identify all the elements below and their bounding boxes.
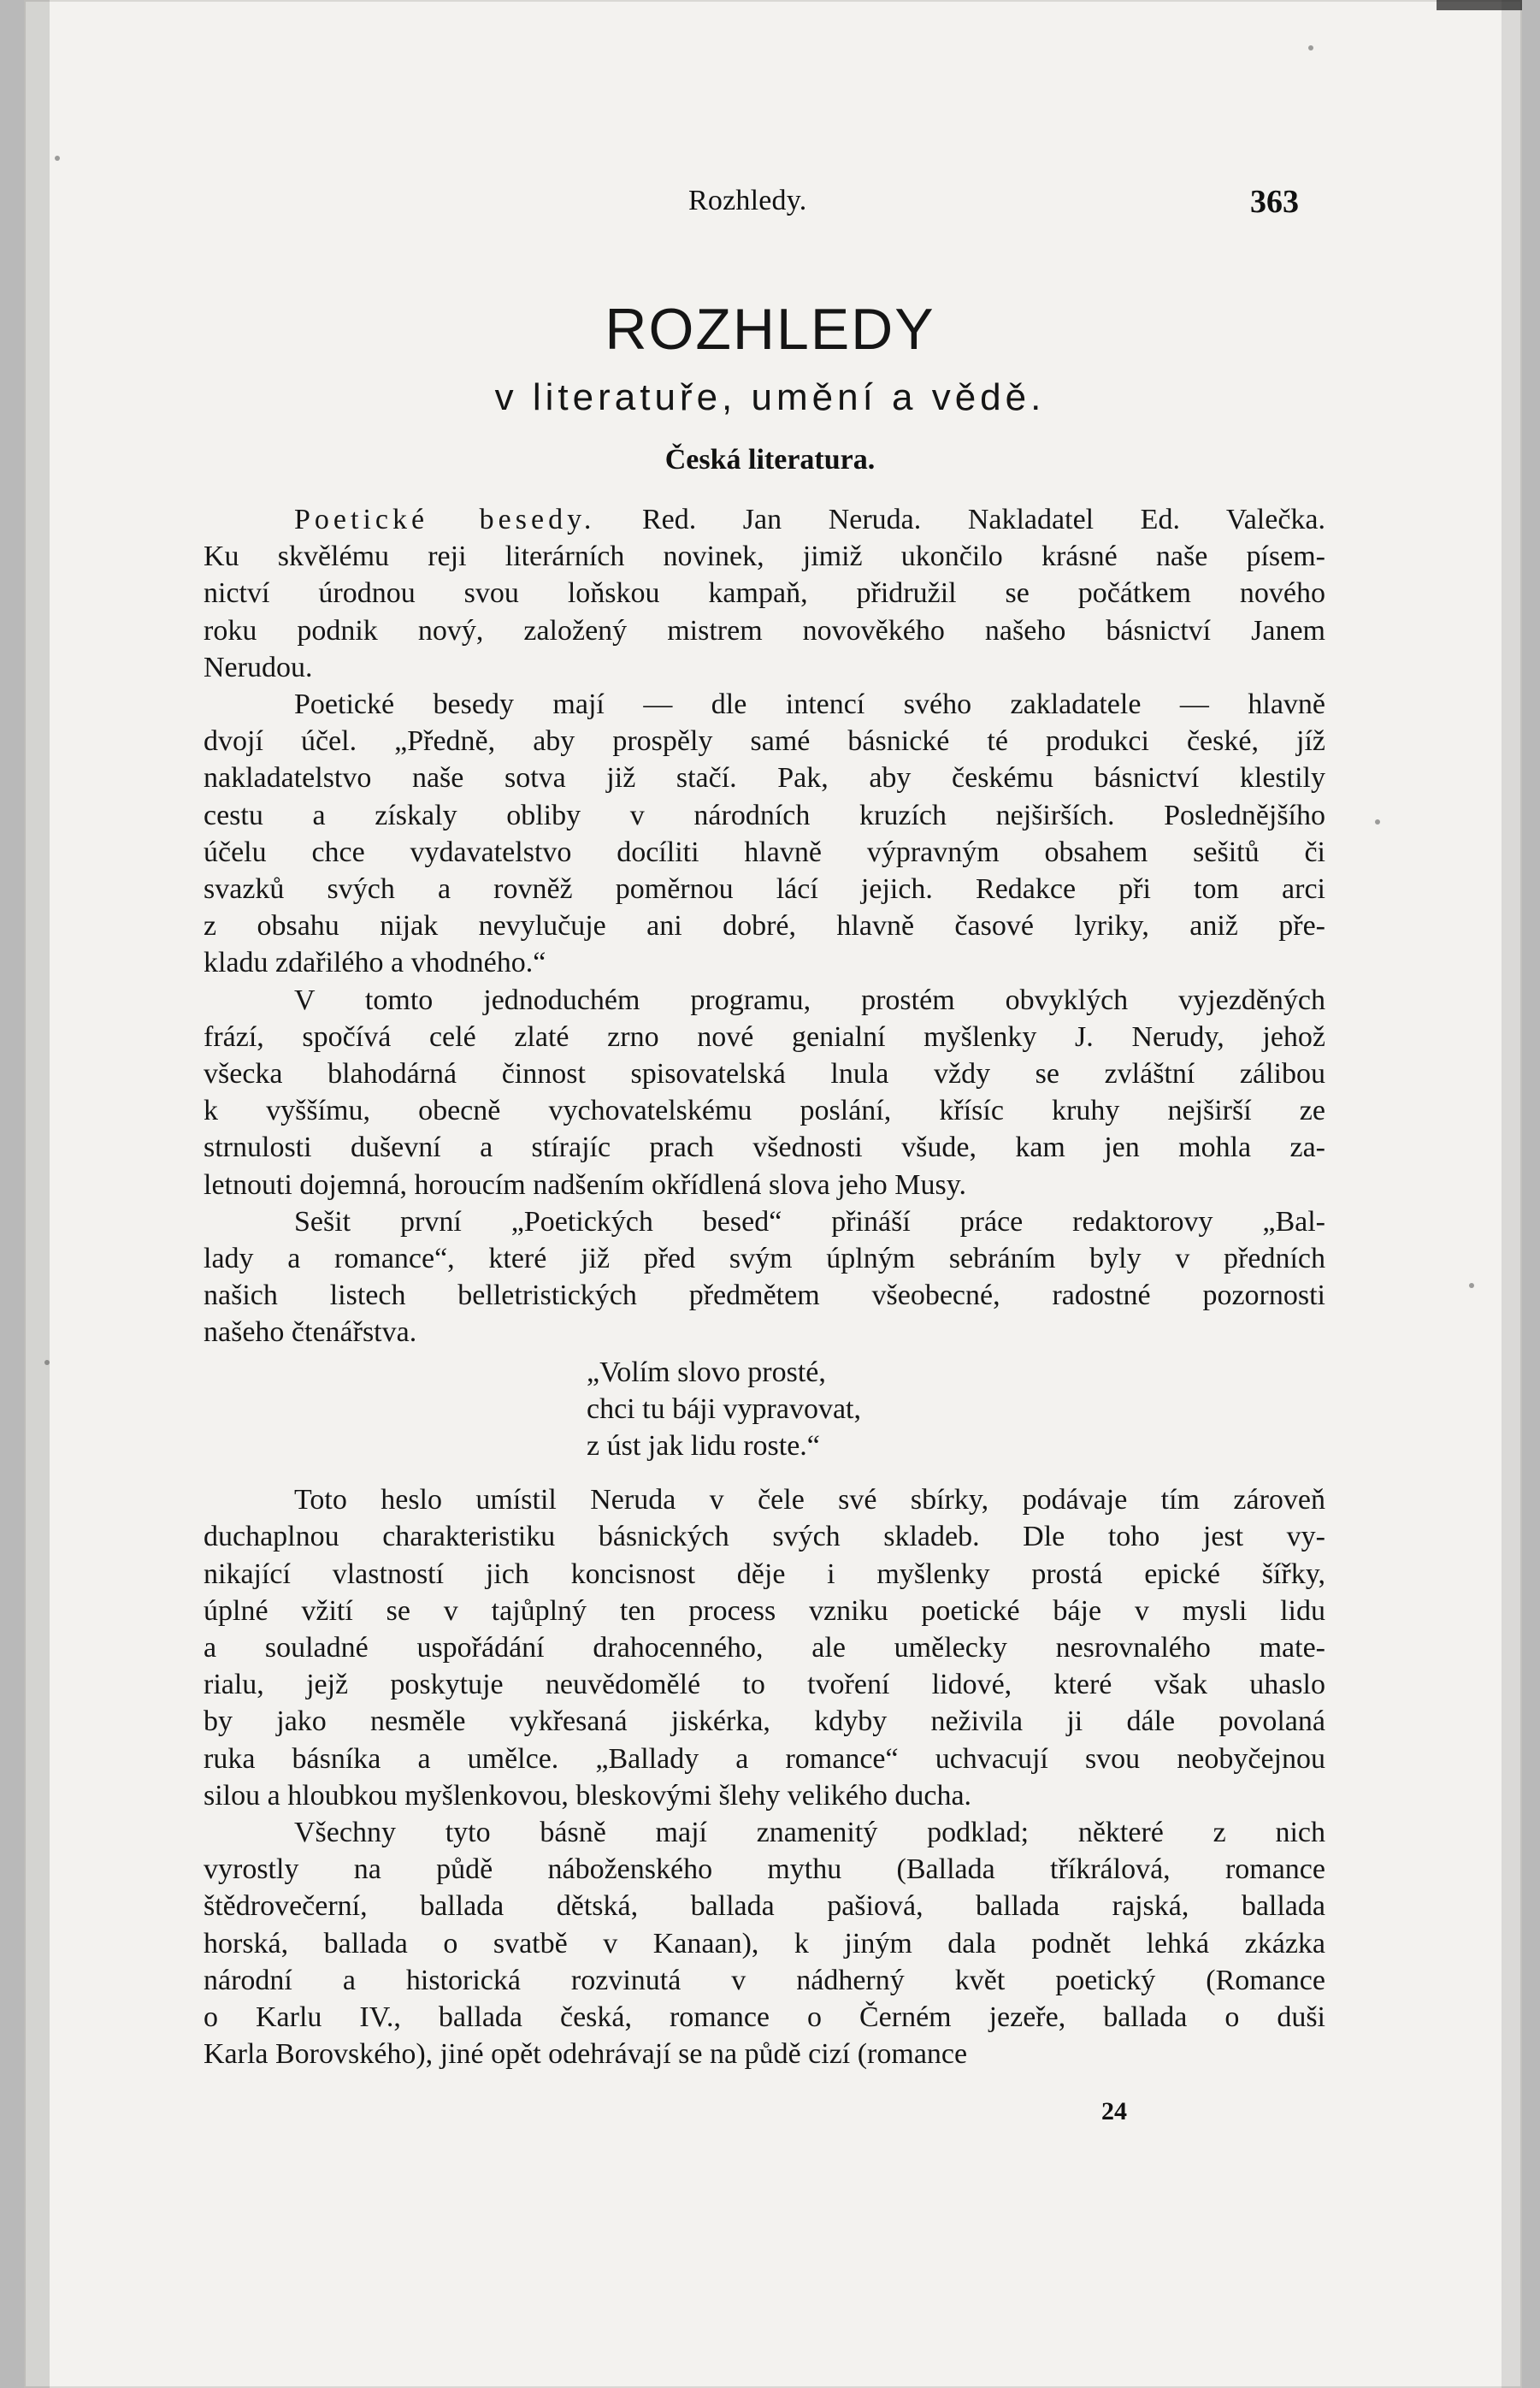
scan-artifact-bar	[1437, 0, 1522, 10]
text-line: letnouti dojemná, horoucím nadšením okřídlená slova jeho Musy.	[204, 1168, 967, 1201]
text-line: o Karlu IV., ballada česká, romance o Černém jezeře, ballada o duši	[204, 2001, 1325, 2033]
text-line: úplné vžití se v tajůplný ten process vzniku poetické báje v mysli lidu	[204, 1594, 1325, 1627]
scan-speck	[1375, 819, 1380, 825]
poem-line: „Volím slovo prosté,	[587, 1356, 826, 1388]
text-line: dvojí účel. „Předně, aby prospěly samé básnické té produkci české, jíž	[204, 725, 1325, 758]
text-run: Red. Jan Neruda. Nakladatel Ed. Valečka.	[595, 504, 1325, 535]
poem-line: chci tu báji vypravovat,	[587, 1392, 862, 1425]
text-line: z obsahu nijak nevylučuje ani dobré, hlavně časové lyriky, aniž pře-	[204, 910, 1325, 943]
text-line: lady a romance“, které již před svým úplným sebráním byly v předních	[204, 1243, 1325, 1274]
text-line	[294, 503, 1325, 537]
text-line: národní a historická rozvinutá v nádherný květ poetický (Romance	[204, 1964, 1325, 1996]
text-line: nictví úrodnou svou loňskou kampaň, přidružil se počátkem nového	[204, 577, 1325, 610]
text-line: a souladné uspořádání drahocenného, ale umělecky nesrovnalého mate-	[204, 1632, 1325, 1664]
text-line: strnulosti duševní a stírajíc prach všednosti všude, kam jen mohla za-	[204, 1132, 1325, 1164]
publication-title: Poetické besedy.	[294, 504, 596, 535]
text-line: svazků svých a rovněž poměrnou lácí jejich. Redakce při tom arci	[204, 873, 1325, 905]
text-line: ruka básníka a umělce. „Ballady a romance“ uchvacují svou neobyčejnou	[204, 1742, 1325, 1775]
text-line: frází, spočívá celé zlaté zrno nové genialní myšlenky J. Nerudy, jehož	[204, 1020, 1325, 1053]
text-line: Karla Borovského), jiné opět odehrávají se na půdě cizí (romance	[204, 2038, 968, 2071]
poem-line: z úst jak lidu roste.“	[587, 1430, 820, 1462]
page-subtitle: v literatuře, umění a vědě.	[494, 376, 1046, 418]
scan-speck	[55, 156, 60, 161]
text-line: by jako nesměle vykřesaná jiskérka, kdyby neživila ji dále povolaná	[204, 1705, 1325, 1738]
text-line: našich listech belletristických předmětem všeobecné, radostné pozornosti	[204, 1280, 1325, 1312]
text-line: rialu, jejž poskytuje neuvědomělé to tvoření lidové, které však uhaslo	[204, 1669, 1325, 1701]
signature-mark: 24	[1101, 2097, 1127, 2125]
text-line: vyrostly na půdě náboženského mythu (Ballada tříkrálová, romance	[204, 1853, 1325, 1886]
text-line: Toto heslo umístil Neruda v čele své sbírky, podávaje tím zároveň	[294, 1484, 1325, 1516]
text-line: Nerudou.	[204, 651, 313, 683]
text-line: roku podnik nový, založený mistrem novověkého našeho básnictví Janem	[204, 614, 1325, 647]
text-line: štědrovečerní, ballada dětská, ballada pašiová, ballada rajská, ballada	[204, 1890, 1325, 1923]
text-line: k vyššímu, obecně vychovatelskému poslání, křísíc kruhy nejširší ze	[204, 1095, 1325, 1127]
text-line: Ku skvělému reji literárních novinek, jimiž ukončilo krásné naše písem-	[204, 541, 1325, 573]
text-line: horská, ballada o svatbě v Kanaan), k jiným dala podnět lehká zkázka	[204, 1927, 1325, 1959]
text-line: nikající vlastností jich koncisnost děje i myšlenky prostá epické šířky,	[204, 1558, 1325, 1590]
text-line: silou a hloubkou myšlenkovou, bleskovými šlehy velikého ducha.	[204, 1779, 972, 1812]
scan-speck	[44, 1360, 50, 1365]
text-line: našeho čtenářstva.	[204, 1316, 417, 1349]
section-heading: Česká literatura.	[664, 444, 876, 476]
text-line: cestu a získaly obliby v národních kruzích nejširších. Poslednějšího	[204, 799, 1325, 831]
scan-speck	[1469, 1283, 1474, 1288]
text-line: účelu chce vydavatelstvo docíliti hlavně výpravným obsahem sešitů či	[204, 836, 1325, 868]
page-title: ROZHLEDY	[605, 297, 935, 362]
running-head: Rozhledy.	[688, 185, 807, 216]
text-line: Poetické besedy mají — dle intencí svého zakladatele — hlavně	[294, 689, 1325, 720]
page-number: 363	[1250, 184, 1299, 220]
text-line: duchaplnou charakteristiku básnických svých skladeb. Dle toho jest vy-	[204, 1521, 1325, 1553]
text-line: všecka blahodárná činnost spisovatelská lnula vždy se zvláštní zálibou	[204, 1058, 1325, 1090]
text-line: V tomto jednoduchém programu, prostém obvyklých vyjezděných	[294, 984, 1325, 1016]
text-line: Sešit první „Poetických besed“ přináší práce redaktorovy „Bal-	[294, 1205, 1325, 1238]
text-line: Všechny tyto básně mají znamenitý podklad; některé z nich	[294, 1817, 1325, 1848]
text-line: nakladatelstvo naše sotva již stačí. Pak, aby českému básnictví klestily	[204, 762, 1325, 795]
scan-speck	[1308, 45, 1313, 50]
text-line: kladu zdařilého a vhodného.“	[204, 947, 546, 979]
